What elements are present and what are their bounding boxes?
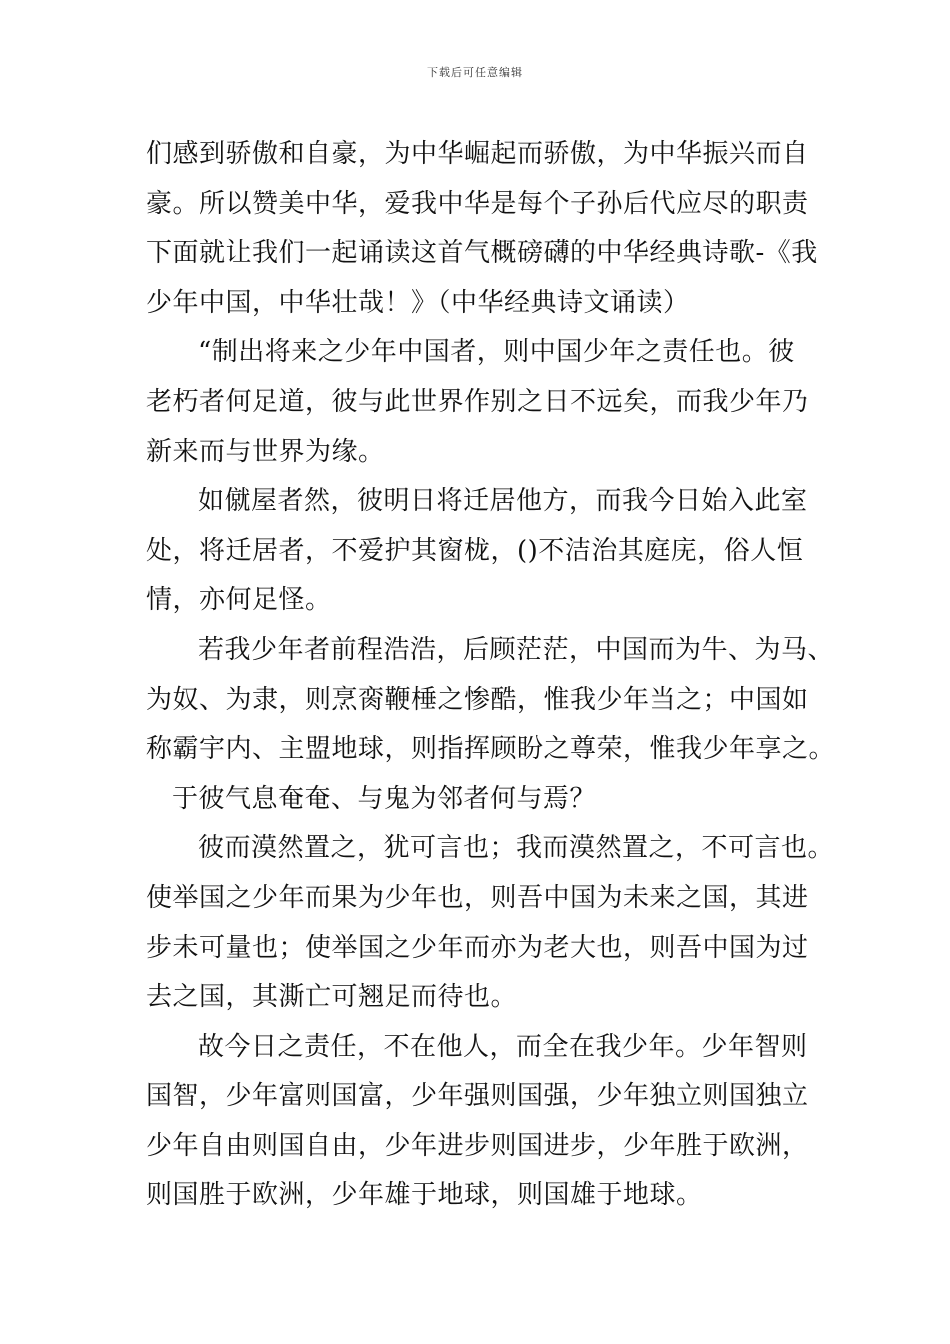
text-line: 称霸宇内、主盟地球，则指挥顾盼之尊荣，惟我少年享之。 (146, 734, 836, 765)
paragraph-first-line: 彼而漠然置之，犹可言也；我而漠然置之，不可言也。 (198, 833, 835, 864)
document-body (146, 130, 836, 1221)
paragraph-first-line: 如僦屋者然，彼明日将迁居他方，而我今日始入此室 (198, 486, 808, 517)
text-line: 少年自由则国自由，少年进步则国进步，少年胜于欧洲， (146, 1130, 809, 1161)
text-line: 下面就让我们一起诵读这首气概磅礴的中华经典诗歌-《我 (146, 238, 818, 269)
text-line: 使举国之少年而果为少年也，则吾中国为未来之国，其进 (146, 882, 809, 913)
text-line: 则国胜于欧洲，少年雄于地球，则国雄于地球。 (146, 1180, 703, 1211)
paragraph-first-line: “制出将来之少年中国者，则中国少年之责任也。彼 (198, 337, 795, 368)
text-line: 去之国，其澌亡可翘足而待也。 (146, 982, 518, 1013)
text-line: 步未可量也；使举国之少年而亦为老大也，则吾中国为过 (146, 932, 809, 963)
text-line: 处，将迁居者，不爱护其窗栊，()不洁治其庭庑，俗人恒 (146, 535, 804, 566)
text-line: 情，亦何足怪。 (146, 585, 332, 616)
text-line: 国智，少年富则国富，少年强则国强，少年独立则国独立 (146, 1081, 809, 1112)
text-line: 为奴、为隶，则烹脔鞭棰之惨酷，惟我少年当之；中国如 (146, 684, 809, 715)
page-header: 下载后可任意编辑 (427, 66, 523, 79)
text-line: 们感到骄傲和自豪，为中华崛起而骄傲，为中华振兴而自 (146, 139, 809, 169)
text-line: 老朽者何足道，彼与此世界作别之日不远矣，而我少年乃 (146, 386, 809, 417)
text-line: 豪。所以赞美中华，爱我中华是每个子孙后代应尽的职责 (146, 188, 809, 219)
paragraph-first-line: 于彼气息奄奄、与鬼为邻者何与焉？ (172, 783, 597, 814)
text-line: 少年中国，中华壮哉！》（中华经典诗文诵读） (146, 287, 690, 318)
paragraph-first-line: 若我少年者前程浩浩，后顾茫茫，中国而为牛、为马、 (198, 634, 835, 665)
text-line: 新来而与世界为缘。 (146, 436, 385, 467)
paragraph-first-line: 故今日之责任，不在他人，而全在我少年。少年智则 (198, 1031, 808, 1062)
